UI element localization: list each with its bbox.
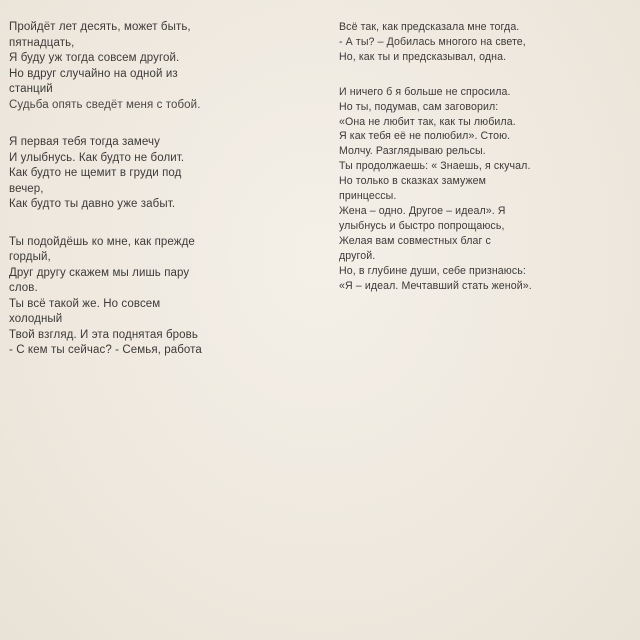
right-column [339, 20, 637, 313]
poem-line: Как будто ты давно уже забыт. [9, 198, 176, 210]
poem-line: гордый, [9, 251, 51, 263]
poem-line: вечер, [9, 182, 44, 195]
poem-line: И улыбнусь. Как будто не болит. [9, 151, 185, 164]
poem-line: Ты всё такой же. Но совсем [9, 297, 161, 310]
poem-line: Ты продолжаешь: « Знаешь, я скучал. [339, 160, 531, 173]
poem-line: - С кем ты сейчас? - Семья, работа [9, 344, 202, 356]
poem-line: Друг другу скажем мы лишь пару [9, 266, 190, 279]
poem-line: Но вдруг случайно на одной из [9, 67, 178, 80]
poem-line: принцессы. [339, 190, 397, 203]
poem-line: Желая вам совместных благ с [339, 234, 491, 247]
poem-line: пятнадцать, [9, 36, 75, 49]
stanza [9, 20, 309, 113]
poem-line: Но, как ты и предсказывал, одна. [339, 50, 507, 63]
poem-line: Я буду уж тогда совсем другой. [9, 52, 180, 64]
poem-line: Твой взгляд. И эта поднятая бровь [9, 328, 198, 341]
stanza [9, 135, 309, 213]
poem-line: Жена – одно. Другое – идеал». Я [339, 204, 506, 217]
poem-line: Я как тебя её не полюбил». Стою. [339, 130, 511, 143]
poem-line: другой. [339, 249, 376, 262]
poem-line: - А ты? – Добилась многого на свете, [339, 35, 526, 48]
poem-line: Но, в глубине души, себе признаюсь: [339, 264, 526, 277]
poem-line: Но только в сказках замужем [339, 175, 487, 188]
stanza [9, 235, 309, 359]
poem-line: И ничего б я больше не спросила. [339, 85, 511, 98]
poem-line: холодный [9, 313, 63, 325]
poem-line: слов. [9, 282, 38, 294]
poem-line: Я первая тебя тогда замечу [9, 136, 160, 148]
poem-line: «Она не любит так, как ты любила. [339, 115, 516, 128]
poem-line: улыбнусь и быстро попрощаюсь, [339, 219, 505, 232]
poem-line: Судьба опять сведёт меня с тобой. [9, 98, 201, 111]
poem-line: Как будто не щемит в груди под [9, 167, 182, 179]
poem-line: Но ты, подумав, сам заговорил: [339, 100, 499, 113]
stanza [339, 20, 637, 65]
poem-line: «Я – идеал. Мечтавший стать женой». [339, 279, 532, 292]
poem-line: Ты подойдёшь ко мне, как прежде [9, 235, 195, 248]
stanza [339, 85, 637, 294]
poem-line: Молчу. Разглядываю рельсы. [339, 145, 486, 158]
left-column [9, 20, 309, 381]
poem-line: станций [9, 83, 53, 95]
poem-line: Пройдёт лет десять, может быть, [9, 21, 191, 33]
poem-line: Всё так, как предсказала мне тогда. [339, 21, 520, 33]
